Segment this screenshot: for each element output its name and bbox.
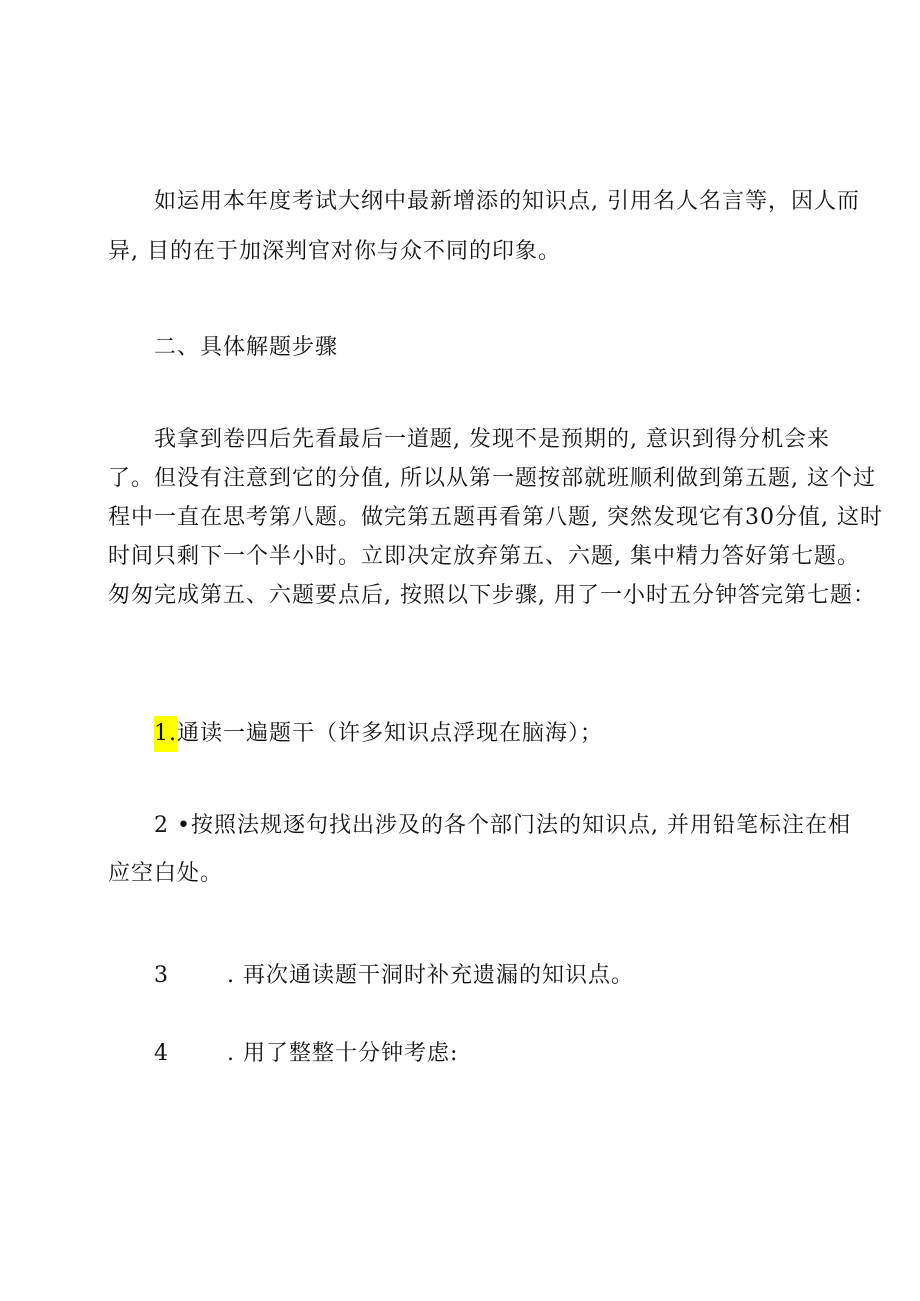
step-3-text: . 再次通读题干洞时补充遗漏的知识点。: [227, 963, 634, 988]
step-1-text: 通读一遍题干（许多知识点浮现在脑海）；: [177, 721, 604, 746]
narrative-line-2: 了。但没有注意到它的分值, 所以从第一题按部就班顺利做到第五题, 这个过: [108, 466, 876, 491]
step-3: [154, 958, 634, 994]
step-2: [108, 808, 851, 892]
narrative-line-1: 我拿到卷四后先看最后一道题, 发现不是预期的, 意识到得分机会来: [154, 427, 830, 452]
step-3-number: 3: [154, 963, 169, 988]
narrative-line-3: 程中一直在思考第八题。做完第五题再看第八题, 突然发现它有30分值, 这时: [108, 505, 883, 530]
step-2-text-1: •按照法规逐句找出涉及的各个部门法的知识点, 并用铅笔标注在相: [169, 813, 851, 838]
step-1-number: 1.: [154, 716, 177, 752]
step-2-line-2: 应空白处。: [108, 861, 224, 886]
intro-paragraph: [108, 184, 860, 270]
step-1: [154, 716, 603, 752]
step-4: [154, 1036, 458, 1072]
step-2-line-1: [108, 808, 851, 844]
narrative-paragraph: [108, 422, 883, 614]
intro-line-1: 如运用本年度考试大纲中最新增添的知识点, 引用名人名言等，因人而: [154, 189, 860, 214]
narrative-line-4: 时间只剩下一个半小时。立即决定放弃第五、六题, 集中精力答好第七题。: [108, 544, 860, 569]
intro-line-2: 异, 目的在于加深判官对你与众不同的印象。: [108, 239, 561, 264]
step-2-number: 2: [154, 813, 169, 838]
section-heading: [108, 330, 874, 366]
step-4-text: . 用了整整十分钟考虑:: [227, 1041, 459, 1066]
section-heading-text: 二、具体解题步骤: [154, 335, 339, 360]
step-4-number: 4: [154, 1041, 169, 1066]
narrative-line-5: 匆匆完成第五、六题要点后, 按照以下步骤, 用了一小时五分钟答完第七题：: [108, 583, 876, 608]
